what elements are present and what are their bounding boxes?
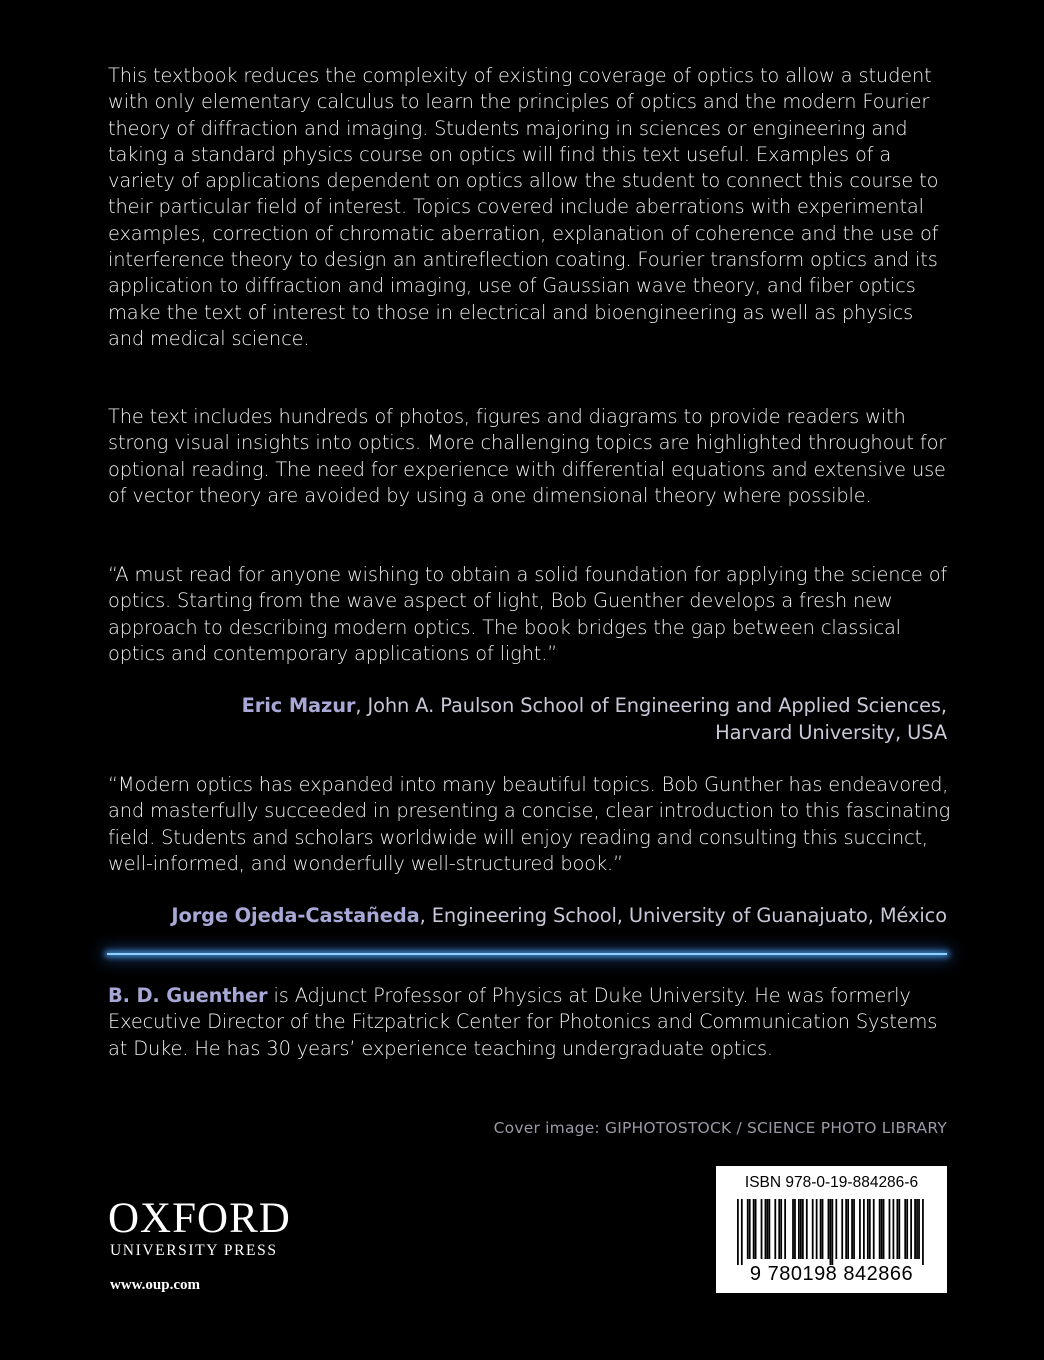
- barcode-bar: [896, 1199, 898, 1259]
- author-bio-text: is Adjunct Professor of Physics at Duke University. He was formerly Executive Director of the Fitzpatrick Center for Photonics and Communication Systems at Duke. He has 30 years’ experience teaching undergraduate optics.: [108, 984, 938, 1060]
- barcode-bar: [802, 1199, 804, 1259]
- barcode-bar: [898, 1199, 900, 1259]
- endorser-affiliation-line2: Harvard University, USA: [715, 721, 947, 744]
- barcode-bar: [853, 1199, 855, 1259]
- barcode-bar: [794, 1199, 796, 1259]
- barcode-digits: 9 780198 842866: [749, 1263, 914, 1285]
- author-bio: [108, 983, 952, 1062]
- description-paragraph-1: This textbook reduces the complexity of existing coverage of optics to allow a student with only elementary calculus to learn the principles of optics and the modern Fourier theory of diffraction and imaging. Students majoring in sciences or engineering and taking a standard physics course on optics will find this text useful. Examples of a variety of applications dependent on optics allow the student to connect this course to their particular field of interest. Topics covered include aberrations with experimental examples, correction of chromatic aberration, explanation of coherence and the use of interference theory to design an antireflection coating. Fourier transform optics and its application to diffraction and imaging, use of Gaussian wave theory, and fiber optics make the text of interest to those in electrical and bioengineering as well as physics and medical science.: [108, 64, 939, 350]
- barcode-bar: [761, 1199, 763, 1259]
- barcode-bar: [769, 1199, 771, 1259]
- barcode-bar: [918, 1199, 920, 1259]
- barcode-bar: [863, 1199, 865, 1259]
- barcode-bar: [784, 1199, 786, 1259]
- isbn-barcode: [716, 1166, 947, 1293]
- barcode-bar: [889, 1199, 891, 1259]
- barcode-bar: [881, 1199, 883, 1259]
- barcode-bar: [806, 1199, 808, 1259]
- glowing-divider: [107, 953, 947, 955]
- barcode-bar: [780, 1199, 782, 1259]
- barcode-bar: [906, 1199, 908, 1259]
- barcode-bar: [914, 1199, 916, 1259]
- barcode-bar: [869, 1199, 871, 1259]
- barcode-bar: [767, 1199, 769, 1259]
- barcode-bar: [879, 1199, 881, 1259]
- barcode-bar: [778, 1199, 780, 1259]
- barcode-bar: [841, 1199, 843, 1259]
- endorser-name: Eric Mazur: [241, 694, 356, 717]
- barcode-bar: [753, 1199, 755, 1259]
- publisher-website: www.oup.com: [110, 1277, 201, 1293]
- barcode-bar: [851, 1199, 853, 1259]
- barcode-bar: [737, 1199, 739, 1265]
- barcode-bar: [883, 1199, 885, 1259]
- endorser-name: Jorge Ojeda-Castañeda: [171, 904, 420, 927]
- barcode-bar: [916, 1199, 918, 1259]
- endorser-affiliation: , John A. Paulson School of Engineering and Applied Sciences,: [355, 694, 947, 717]
- oxford-logo-subtitle: UNIVERSITY PRESS: [110, 1242, 278, 1259]
- barcode-bar: [741, 1199, 743, 1265]
- barcode-bar: [922, 1199, 924, 1265]
- description-paragraph-2: The text includes hundreds of photos, figures and diagrams to provide readers with strong visual insights into optics. More challenging topics are highlighted throughout for optional reading. The need for experience with differential equations and extensive use of vector theory are avoided by using a one dimensional theory where possible.: [108, 405, 947, 507]
- barcode-bar: [830, 1199, 832, 1265]
- barcode-bar: [812, 1199, 814, 1259]
- barcode-bar: [820, 1199, 822, 1259]
- barcode-bar: [792, 1199, 794, 1259]
- endorsement-quote-2: “Modern optics has expanded into many beautiful topics. Bob Gunther has endeavored, and masterfully succeeded in presenting a concise, clear introduction to this fascinating field. Students and scholars worldwide will enjoy reading and consulting this succinct, well-informed, and wonderfully well-structured book.”: [108, 773, 951, 875]
- barcode-bar: [873, 1199, 875, 1259]
- barcode-bar: [755, 1199, 757, 1259]
- endorsement-attribution-1: [242, 692, 947, 746]
- barcode-bar: [749, 1199, 751, 1259]
- barcode-bar: [747, 1199, 749, 1259]
- barcode-bar: [798, 1199, 800, 1259]
- endorser-affiliation: , Engineering School, University of Guanajuato, México: [419, 904, 947, 927]
- barcode-bar: [774, 1199, 776, 1259]
- cover-image-credit: Cover image: GIPHOTOSTOCK / SCIENCE PHOTO LIBRARY: [493, 1119, 947, 1137]
- endorsement-attribution-2: [171, 902, 947, 929]
- barcode-bar: [910, 1199, 912, 1259]
- barcode-bar: [845, 1199, 847, 1259]
- barcode-bar: [828, 1199, 830, 1259]
- barcode-bar: [800, 1199, 802, 1259]
- barcode-bar: [904, 1199, 906, 1259]
- barcode-bar: [859, 1199, 861, 1259]
- oxford-logo: OXFORD: [108, 1195, 291, 1242]
- barcode-bar: [832, 1199, 834, 1265]
- barcode-bar: [835, 1199, 837, 1259]
- barcode-bar: [765, 1199, 767, 1259]
- isbn-label: ISBN 978-0-19-884286-6: [744, 1174, 919, 1191]
- barcode-bar: [847, 1199, 849, 1259]
- endorsement-quote-1: “A must read for anyone wishing to obtain a solid foundation for applying the science of optics. Starting from the wave aspect of light, Bob Guenther develops a fresh new approach to describing modern optics. The book bridges the gap between classical optics and contemporary applications of light.”: [108, 563, 948, 665]
- barcode-bar: [867, 1199, 869, 1259]
- barcode-bar: [893, 1199, 895, 1259]
- barcode-bar: [822, 1199, 824, 1259]
- author-name: B. D. Guenther: [108, 984, 268, 1007]
- barcode-bar: [816, 1199, 818, 1259]
- barcode-bars: [737, 1199, 926, 1265]
